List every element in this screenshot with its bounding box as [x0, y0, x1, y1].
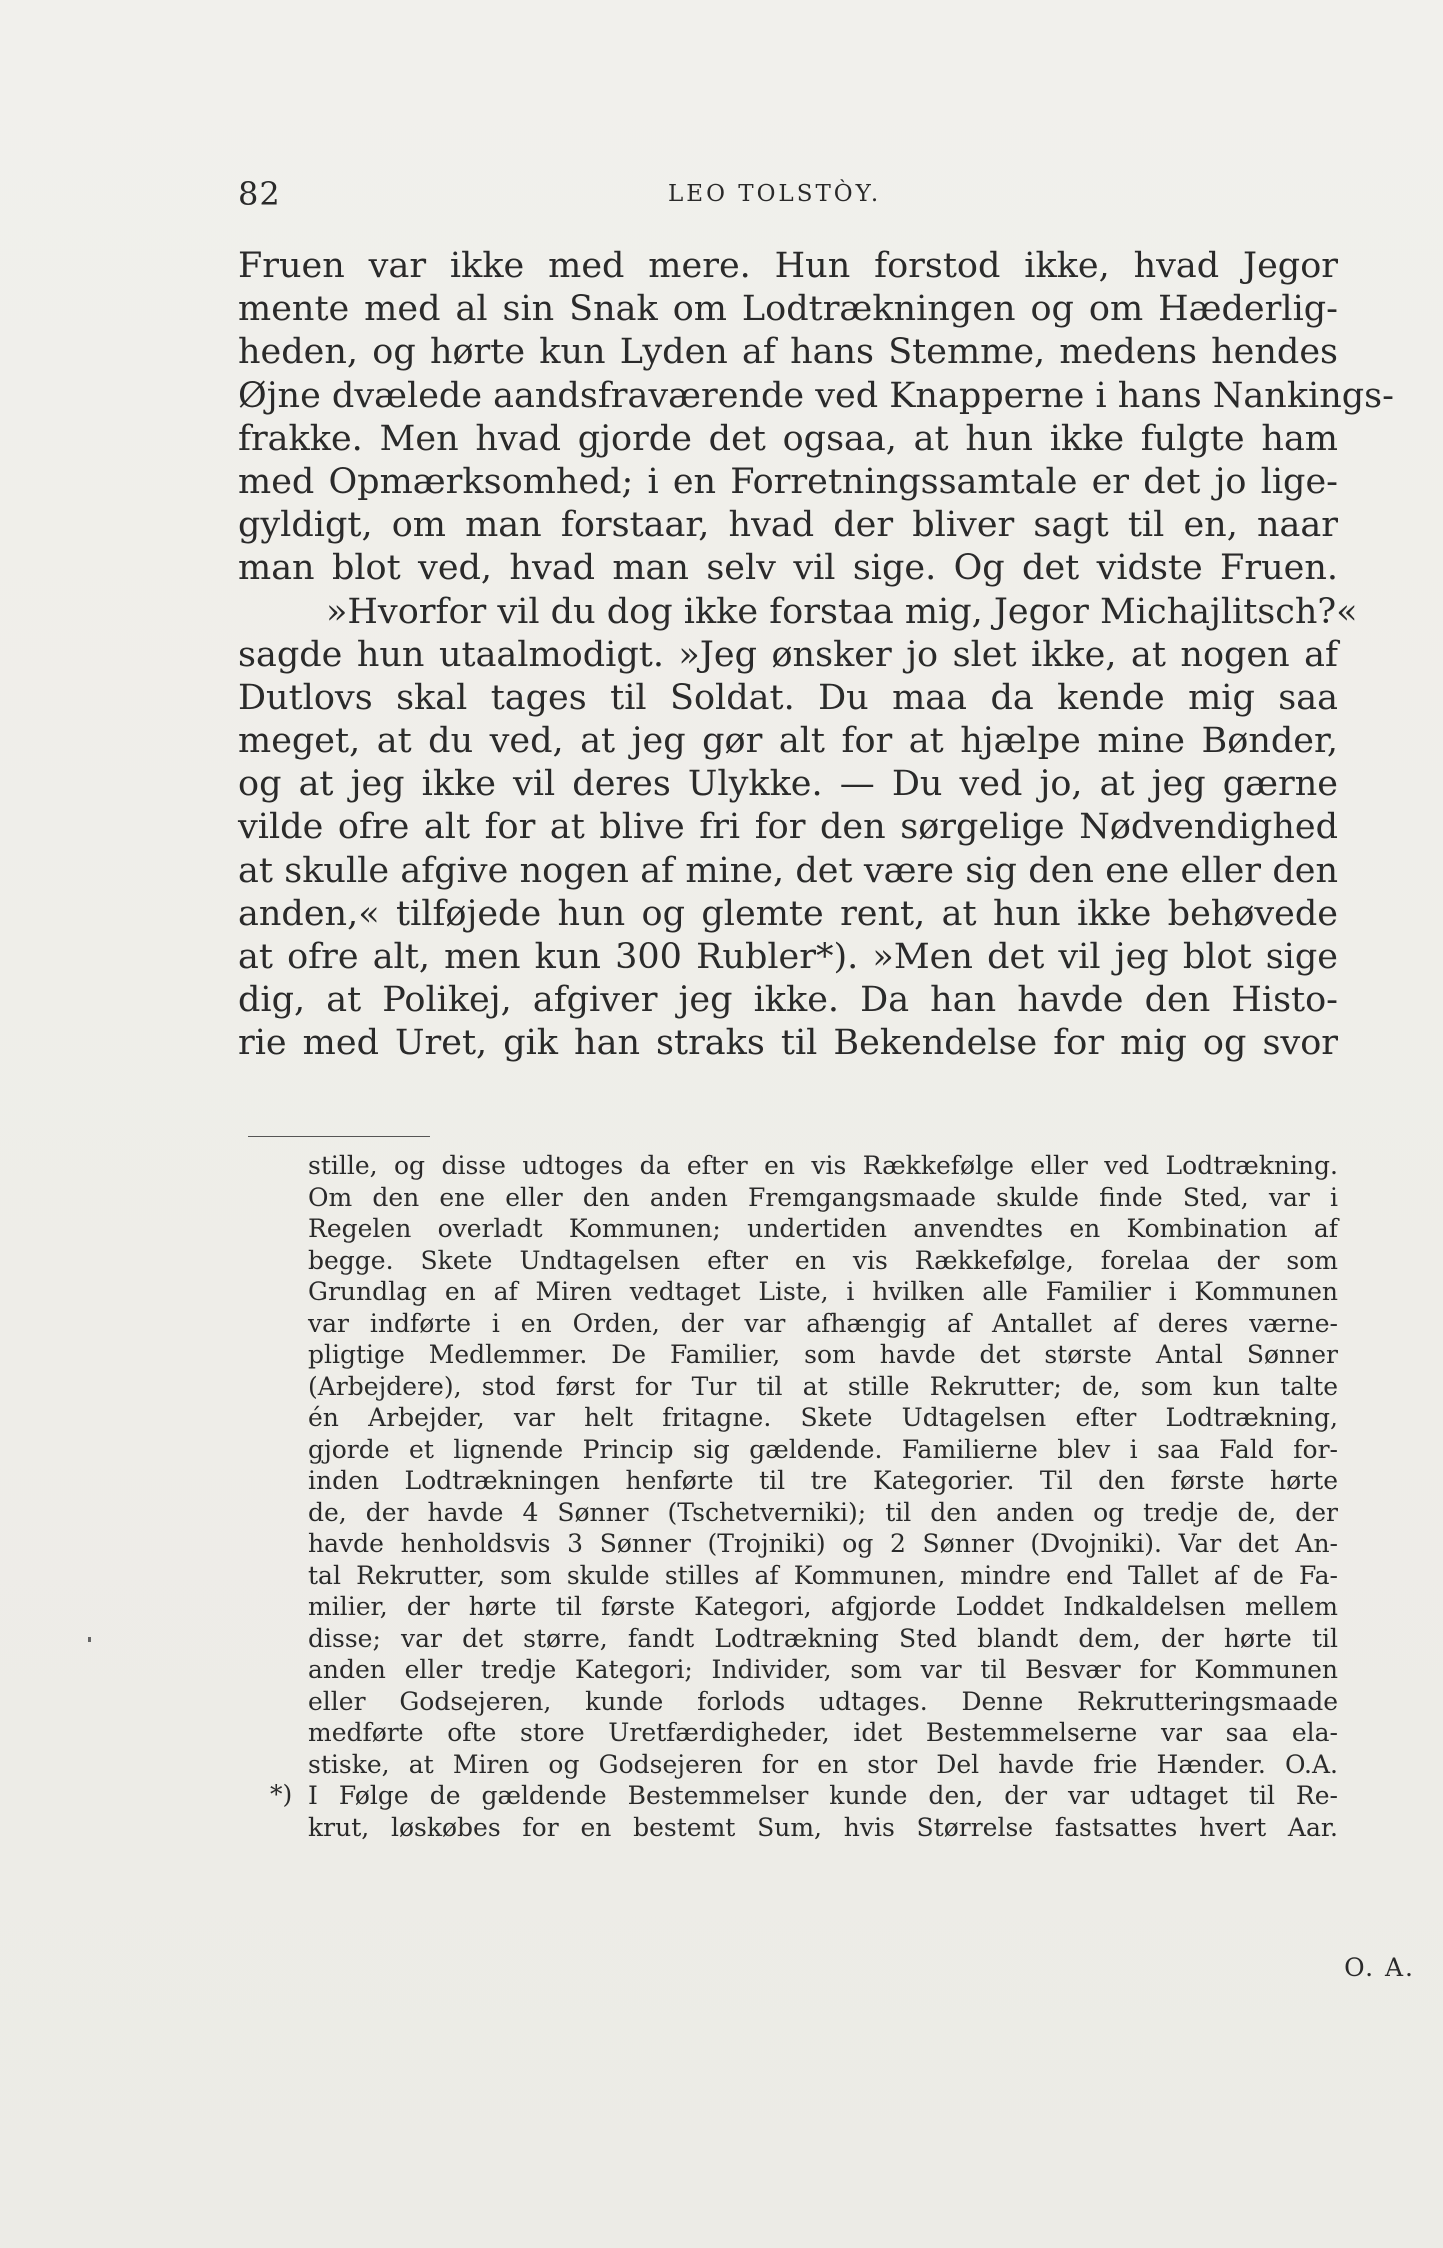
body-line: med Opmærksomhed; i en Forretningssamtale er det jo lige- [238, 461, 1338, 502]
body-line: heden, og hørte kun Lyden af hans Stemme, medens hendes [238, 332, 1338, 373]
footnote-line: anden eller tredje Kategori; Individer, som var til Besvær for Kommunen [308, 1655, 1338, 1684]
body-line: Fruen var ikke med mere. Hun forstod ikke, hvad Jegor [238, 246, 1338, 286]
footnote-line: gjorde et lignende Princip sig gældende. Familierne blev i saa Fald for- [308, 1434, 1338, 1464]
body-line: dig, at Polikej, afgiver jeg ikke. Da han havde den Histo- [238, 980, 1338, 1021]
body-line: anden,« tilføjede hun og glemte rent, at hun ikke behøvede [238, 893, 1338, 934]
body-line: og at jeg ikke vil deres Ulykke. — Du ved jo, at jeg gærne [238, 764, 1338, 805]
footnote-line: én Arbejder, var helt fritagne. Skete Udtagelsen efter Lodtrækning, [308, 1403, 1338, 1432]
footnote-line: pligtige Medlemmer. De Familier, som havde det største Antal Sønner [308, 1340, 1338, 1369]
body-line: Dutlovs skal tages til Soldat. Du maa da kende mig saa [238, 677, 1338, 718]
footnote-line: stille, og disse udtoges da efter en vis Rækkefølge eller ved Lodtrækning. [308, 1151, 1338, 1180]
footnote-line: (Arbejdere), stod først for Tur til at stille Rekrutter; de, som kun talte [308, 1371, 1338, 1401]
body-line: at ofre alt, men kun 300 Rubler*). »Men det vil jeg blot sige [238, 937, 1338, 977]
footnote-line: havde henholdsvis 3 Sønner (Trojniki) og 2 Sønner (Dvojniki). Var det An- [308, 1529, 1338, 1558]
footnote-marker: *) [270, 1780, 293, 1809]
body-line: mente med al sin Snak om Lodtrækningen og om Hæderlig- [238, 289, 1338, 330]
footnote-line: Regelen overladt Kommunen; undertiden anvendtes en Kombination af [308, 1214, 1338, 1243]
footnote-line: stiske, at Miren og Godsejeren for en stor Del havde frie Hænder. O.A. [308, 1749, 1338, 1779]
footnote-line: I Følge de gældende Bestemmelser kunde den, der var udtaget til Re- [308, 1781, 1338, 1810]
running-head: LEO TOLSTÒY. [668, 181, 882, 207]
footnote-line: eller Godsejeren, kunde forlods udtages. Denne Rekrutteringsmaade [308, 1686, 1338, 1716]
footnote-signature: O. A. [1344, 1953, 1415, 1982]
footnote-entry [270, 1780, 1338, 1843]
body-line: »Hvorfor vil du dog ikke forstaa mig, Jegor Michajlitsch?« [326, 591, 1358, 632]
body-line: man blot ved, hvad man selv vil sige. Og det vidste Fruen. [238, 548, 1338, 589]
body-line: sagde hun utaalmodigt. »Jeg ønsker jo slet ikke, at nogen af [238, 634, 1338, 675]
body-line: at skulle afgive nogen af mine, det være sig den ene eller den [238, 850, 1338, 891]
footnote-line: Om den ene eller den anden Fremgangsmaade skulde finde Sted, var i [308, 1182, 1338, 1212]
margin-speck [88, 1637, 91, 1642]
body-line: gyldigt, om man forstaar, hvad der bliver sagt til en, naar [238, 505, 1338, 546]
footnote-line: de, der havde 4 Sønner (Tschetverniki); til den anden og tredje de, der [308, 1497, 1338, 1527]
footnote-line: inden Lodtrækningen henførte til tre Kategorier. Til den første hørte [308, 1466, 1338, 1495]
footnote-rule [248, 1136, 430, 1137]
footnote-line: tal Rekrutter, som skulde stilles af Kommunen, mindre end Tallet af de Fa- [308, 1560, 1338, 1590]
footnotes [270, 1150, 1338, 1843]
body-line: vilde ofre alt for at blive fri for den sørgelige Nødvendighed [238, 807, 1338, 848]
footnote-line: disse; var det større, fandt Lodtrækning Sted blandt dem, der hørte til [308, 1623, 1338, 1653]
footnote-line: krut, løskøbes for en bestemt Sum, hvis Størrelse fastsattes hvert Aar. [308, 1812, 1338, 1842]
body-line: frakke. Men hvad gjorde det ogsaa, at hun ikke fulgte ham [238, 418, 1338, 459]
body-line: meget, at du ved, at jeg gør alt for at hjælpe mine Bønder, [238, 721, 1338, 762]
page-number: 82 [238, 175, 281, 213]
footnote-line: medførte ofte store Uretfærdigheder, idet Bestemmelserne var saa ela- [308, 1718, 1338, 1747]
body-line: Øjne dvælede aandsfraværende ved Knapperne i hans Nankings- [238, 375, 1394, 416]
footnote-line: begge. Skete Undtagelsen efter en vis Rækkefølge, forelaa der som [308, 1245, 1338, 1275]
body-line: rie med Uret, gik han straks til Bekendelse for mig og svor [238, 1023, 1338, 1064]
footnote-line: milier, der hørte til første Kategori, afgjorde Loddet Indkaldelsen mellem [308, 1592, 1338, 1621]
footnote-line: var indførte i en Orden, der var afhængig af Antallet af deres værne- [308, 1308, 1338, 1338]
body-text [238, 245, 1394, 1066]
footnote-line: Grundlag en af Miren vedtaget Liste, i hvilken alle Familier i Kommunen [308, 1277, 1338, 1306]
page-header [238, 175, 1338, 215]
